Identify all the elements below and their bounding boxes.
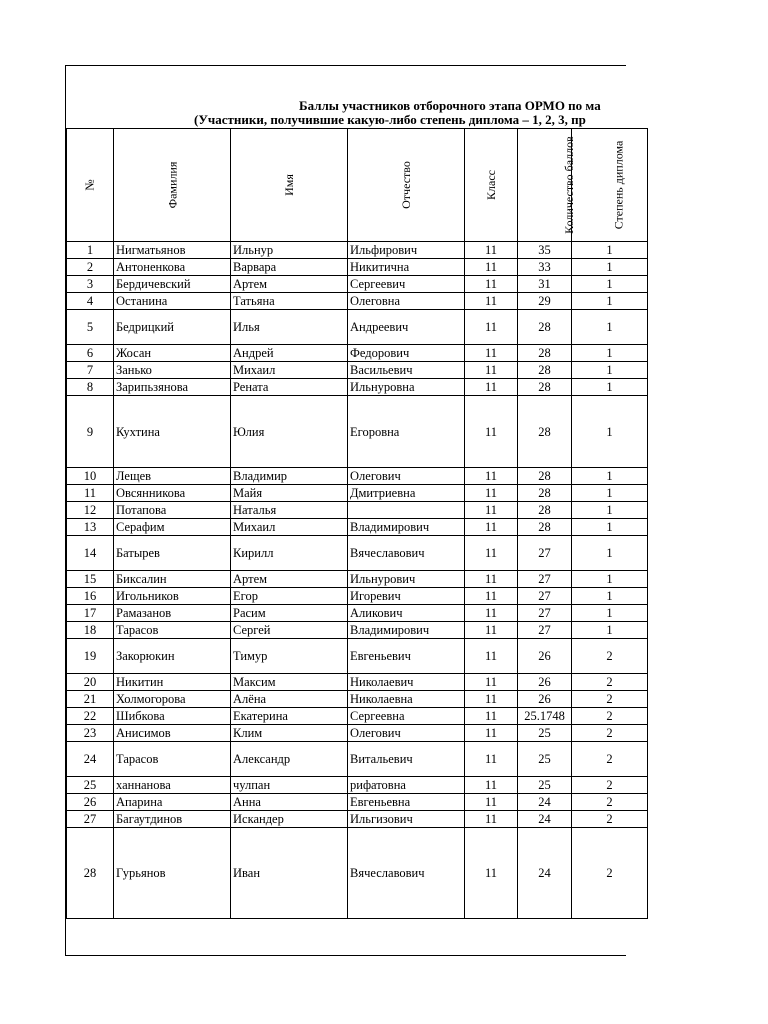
header-surname: Фамилия xyxy=(114,129,231,242)
cell-surname: Антоненкова xyxy=(114,259,231,276)
cell-score: 26 xyxy=(518,691,572,708)
cell-grade: 11 xyxy=(465,468,518,485)
cell-patronymic: Андреевич xyxy=(348,310,465,345)
cell-patronymic: Евгеньевич xyxy=(348,639,465,674)
cell-surname: Никитин xyxy=(114,674,231,691)
cell-number: 16 xyxy=(67,588,114,605)
spreadsheet-page xyxy=(65,65,626,956)
cell-diploma: 1 xyxy=(572,605,648,622)
cell-number: 7 xyxy=(67,362,114,379)
cell-number: 8 xyxy=(67,379,114,396)
cell-number: 26 xyxy=(67,794,114,811)
table-row xyxy=(67,674,648,691)
header-grade: Класс xyxy=(465,129,518,242)
table-row xyxy=(67,794,648,811)
cell-name: Татьяна xyxy=(231,293,348,310)
cell-diploma: 1 xyxy=(572,519,648,536)
cell-surname: Апарина xyxy=(114,794,231,811)
cell-grade: 11 xyxy=(465,485,518,502)
cell-number: 15 xyxy=(67,571,114,588)
cell-patronymic: Николаевна xyxy=(348,691,465,708)
cell-diploma: 2 xyxy=(572,828,648,919)
cell-grade: 11 xyxy=(465,502,518,519)
cell-diploma: 1 xyxy=(572,259,648,276)
cell-diploma: 1 xyxy=(572,276,648,293)
cell-score: 27 xyxy=(518,605,572,622)
cell-surname: Нигматьянов xyxy=(114,242,231,259)
cell-diploma: 1 xyxy=(572,362,648,379)
cell-diploma: 1 xyxy=(572,293,648,310)
cell-surname: Анисимов xyxy=(114,725,231,742)
results-table xyxy=(66,128,648,919)
cell-grade: 11 xyxy=(465,639,518,674)
cell-diploma: 1 xyxy=(572,345,648,362)
cell-patronymic: Егоровна xyxy=(348,396,465,468)
cell-surname: Кухтина xyxy=(114,396,231,468)
cell-surname: Багаутдинов xyxy=(114,811,231,828)
cell-score: 24 xyxy=(518,811,572,828)
cell-score: 24 xyxy=(518,794,572,811)
cell-number: 20 xyxy=(67,674,114,691)
cell-name: Сергей xyxy=(231,622,348,639)
cell-surname: Игольников xyxy=(114,588,231,605)
cell-grade: 11 xyxy=(465,794,518,811)
table-row xyxy=(67,742,648,777)
header-diploma: Степень диплома xyxy=(572,129,648,242)
cell-grade: 11 xyxy=(465,691,518,708)
cell-diploma: 1 xyxy=(572,588,648,605)
cell-number: 4 xyxy=(67,293,114,310)
cell-patronymic xyxy=(348,502,465,519)
cell-score: 25 xyxy=(518,725,572,742)
cell-number: 19 xyxy=(67,639,114,674)
cell-patronymic: Вячеславович xyxy=(348,536,465,571)
cell-name: чулпан xyxy=(231,777,348,794)
cell-grade: 11 xyxy=(465,742,518,777)
table-row xyxy=(67,691,648,708)
cell-number: 9 xyxy=(67,396,114,468)
cell-grade: 11 xyxy=(465,345,518,362)
cell-score: 31 xyxy=(518,276,572,293)
table-row xyxy=(67,276,648,293)
table-row xyxy=(67,379,648,396)
cell-patronymic: Владимирович xyxy=(348,519,465,536)
table-row xyxy=(67,519,648,536)
cell-name: Клим xyxy=(231,725,348,742)
cell-number: 5 xyxy=(67,310,114,345)
cell-name: Владимир xyxy=(231,468,348,485)
table-row xyxy=(67,293,648,310)
cell-diploma: 1 xyxy=(572,502,648,519)
cell-diploma: 2 xyxy=(572,708,648,725)
cell-name: Андрей xyxy=(231,345,348,362)
cell-score: 33 xyxy=(518,259,572,276)
table-row xyxy=(67,588,648,605)
cell-number: 28 xyxy=(67,828,114,919)
cell-score: 27 xyxy=(518,588,572,605)
cell-surname: Серафим xyxy=(114,519,231,536)
header-patronymic: Отчество xyxy=(348,129,465,242)
cell-grade: 11 xyxy=(465,396,518,468)
table-row xyxy=(67,468,648,485)
cell-score: 28 xyxy=(518,310,572,345)
cell-surname: Занько xyxy=(114,362,231,379)
cell-grade: 11 xyxy=(465,571,518,588)
cell-grade: 11 xyxy=(465,362,518,379)
cell-score: 27 xyxy=(518,622,572,639)
cell-grade: 11 xyxy=(465,276,518,293)
cell-surname: Овсянникова xyxy=(114,485,231,502)
cell-grade: 11 xyxy=(465,310,518,345)
cell-patronymic: Ильфирович xyxy=(348,242,465,259)
cell-grade: 11 xyxy=(465,725,518,742)
cell-patronymic: Владимирович xyxy=(348,622,465,639)
cell-surname: Останина xyxy=(114,293,231,310)
cell-name: Максим xyxy=(231,674,348,691)
cell-number: 1 xyxy=(67,242,114,259)
cell-name: Егор xyxy=(231,588,348,605)
table-row xyxy=(67,571,648,588)
table-row xyxy=(67,310,648,345)
cell-score: 28 xyxy=(518,468,572,485)
cell-grade: 11 xyxy=(465,828,518,919)
cell-surname: Лещев xyxy=(114,468,231,485)
cell-diploma: 2 xyxy=(572,794,648,811)
cell-number: 18 xyxy=(67,622,114,639)
cell-patronymic: Олегович xyxy=(348,468,465,485)
cell-surname: Бердичевский xyxy=(114,276,231,293)
cell-diploma: 2 xyxy=(572,674,648,691)
cell-surname: Зарипьзянова xyxy=(114,379,231,396)
cell-grade: 11 xyxy=(465,708,518,725)
cell-score: 26 xyxy=(518,674,572,691)
cell-score: 25 xyxy=(518,777,572,794)
cell-surname: Шибкова xyxy=(114,708,231,725)
cell-name: Илья xyxy=(231,310,348,345)
cell-diploma: 1 xyxy=(572,571,648,588)
cell-number: 14 xyxy=(67,536,114,571)
cell-grade: 11 xyxy=(465,519,518,536)
cell-patronymic: Сергеевна xyxy=(348,708,465,725)
cell-number: 12 xyxy=(67,502,114,519)
cell-grade: 11 xyxy=(465,293,518,310)
cell-surname: ханнанова xyxy=(114,777,231,794)
cell-patronymic: Дмитриевна xyxy=(348,485,465,502)
cell-name: Искандер xyxy=(231,811,348,828)
cell-surname: Потапова xyxy=(114,502,231,519)
cell-patronymic: Никитична xyxy=(348,259,465,276)
table-row xyxy=(67,259,648,276)
cell-name: Михаил xyxy=(231,519,348,536)
table-row xyxy=(67,639,648,674)
header-row xyxy=(67,129,648,242)
cell-diploma: 1 xyxy=(572,536,648,571)
cell-name: Артем xyxy=(231,571,348,588)
cell-score: 24 xyxy=(518,828,572,919)
header-number: № xyxy=(67,129,114,242)
cell-surname: Тарасов xyxy=(114,622,231,639)
cell-diploma: 1 xyxy=(572,396,648,468)
cell-diploma: 2 xyxy=(572,742,648,777)
cell-diploma: 2 xyxy=(572,639,648,674)
cell-diploma: 1 xyxy=(572,310,648,345)
cell-number: 23 xyxy=(67,725,114,742)
table-row xyxy=(67,242,648,259)
cell-name: Ильнур xyxy=(231,242,348,259)
table-row xyxy=(67,345,648,362)
cell-score: 27 xyxy=(518,536,572,571)
cell-patronymic: Олеговна xyxy=(348,293,465,310)
cell-number: 21 xyxy=(67,691,114,708)
table-row xyxy=(67,485,648,502)
cell-name: Артем xyxy=(231,276,348,293)
cell-name: Наталья xyxy=(231,502,348,519)
cell-diploma: 2 xyxy=(572,811,648,828)
cell-surname: Батырев xyxy=(114,536,231,571)
cell-patronymic: рифатовна xyxy=(348,777,465,794)
cell-diploma: 1 xyxy=(572,242,648,259)
cell-surname: Бедрицкий xyxy=(114,310,231,345)
cell-number: 22 xyxy=(67,708,114,725)
cell-name: Тимур xyxy=(231,639,348,674)
cell-name: Варвара xyxy=(231,259,348,276)
cell-patronymic: Федорович xyxy=(348,345,465,362)
cell-name: Юлия xyxy=(231,396,348,468)
cell-name: Екатерина xyxy=(231,708,348,725)
cell-score: 27 xyxy=(518,571,572,588)
cell-number: 2 xyxy=(67,259,114,276)
cell-grade: 11 xyxy=(465,588,518,605)
table-body xyxy=(67,242,648,919)
table-row xyxy=(67,708,648,725)
cell-score: 28 xyxy=(518,502,572,519)
cell-score: 29 xyxy=(518,293,572,310)
cell-name: Михаил xyxy=(231,362,348,379)
table-row xyxy=(67,362,648,379)
title-block xyxy=(66,66,626,128)
cell-surname: Закорюкин xyxy=(114,639,231,674)
cell-patronymic: Аликович xyxy=(348,605,465,622)
cell-grade: 11 xyxy=(465,622,518,639)
cell-surname: Рамазанов xyxy=(114,605,231,622)
cell-number: 24 xyxy=(67,742,114,777)
cell-grade: 11 xyxy=(465,777,518,794)
cell-diploma: 1 xyxy=(572,622,648,639)
cell-score: 25.1748 xyxy=(518,708,572,725)
cell-diploma: 2 xyxy=(572,691,648,708)
cell-surname: Биксалин xyxy=(114,571,231,588)
cell-name: Александр xyxy=(231,742,348,777)
cell-score: 25 xyxy=(518,742,572,777)
cell-number: 13 xyxy=(67,519,114,536)
cell-grade: 11 xyxy=(465,605,518,622)
cell-patronymic: Игоревич xyxy=(348,588,465,605)
cell-patronymic: Васильевич xyxy=(348,362,465,379)
cell-surname: Гурьянов xyxy=(114,828,231,919)
cell-grade: 11 xyxy=(465,242,518,259)
cell-diploma: 1 xyxy=(572,485,648,502)
cell-name: Расим xyxy=(231,605,348,622)
cell-number: 27 xyxy=(67,811,114,828)
cell-number: 11 xyxy=(67,485,114,502)
cell-score: 35 xyxy=(518,242,572,259)
cell-name: Иван xyxy=(231,828,348,919)
cell-patronymic: Олегович xyxy=(348,725,465,742)
cell-score: 26 xyxy=(518,639,572,674)
table-row xyxy=(67,811,648,828)
cell-score: 28 xyxy=(518,485,572,502)
cell-patronymic: Ильгизович xyxy=(348,811,465,828)
cell-score: 28 xyxy=(518,345,572,362)
cell-diploma: 1 xyxy=(572,379,648,396)
cell-patronymic: Евгеньевна xyxy=(348,794,465,811)
header-score: Количество баллов xyxy=(518,129,572,242)
cell-surname: Тарасов xyxy=(114,742,231,777)
table-row xyxy=(67,777,648,794)
table-row xyxy=(67,502,648,519)
cell-number: 10 xyxy=(67,468,114,485)
cell-patronymic: Ильнуровна xyxy=(348,379,465,396)
cell-name: Рената xyxy=(231,379,348,396)
cell-grade: 11 xyxy=(465,811,518,828)
cell-score: 28 xyxy=(518,519,572,536)
cell-patronymic: Витальевич xyxy=(348,742,465,777)
table-row xyxy=(67,622,648,639)
cell-grade: 11 xyxy=(465,379,518,396)
cell-name: Кирилл xyxy=(231,536,348,571)
cell-name: Майя xyxy=(231,485,348,502)
cell-name: Анна xyxy=(231,794,348,811)
cell-patronymic: Ильнурович xyxy=(348,571,465,588)
cell-patronymic: Сергеевич xyxy=(348,276,465,293)
title-line-1: Баллы участников отборочного этапа ОРМО по ма xyxy=(299,98,601,113)
table-row xyxy=(67,605,648,622)
cell-score: 28 xyxy=(518,396,572,468)
cell-surname: Холмогорова xyxy=(114,691,231,708)
header-name: Имя xyxy=(231,129,348,242)
table-row xyxy=(67,396,648,468)
cell-number: 3 xyxy=(67,276,114,293)
cell-score: 28 xyxy=(518,379,572,396)
cell-diploma: 2 xyxy=(572,777,648,794)
cell-patronymic: Николаевич xyxy=(348,674,465,691)
cell-number: 6 xyxy=(67,345,114,362)
cell-grade: 11 xyxy=(465,536,518,571)
table-row xyxy=(67,536,648,571)
cell-grade: 11 xyxy=(465,674,518,691)
cell-number: 25 xyxy=(67,777,114,794)
cell-surname: Жосан xyxy=(114,345,231,362)
cell-diploma: 2 xyxy=(572,725,648,742)
cell-patronymic: Вячеславович xyxy=(348,828,465,919)
table-row xyxy=(67,828,648,919)
cell-number: 17 xyxy=(67,605,114,622)
title-line-2: (Участники, получившие какую-либо степень диплома – 1, 2, 3, пр xyxy=(194,112,586,127)
table-row xyxy=(67,725,648,742)
cell-diploma: 1 xyxy=(572,468,648,485)
cell-score: 28 xyxy=(518,362,572,379)
cell-name: Алёна xyxy=(231,691,348,708)
cell-grade: 11 xyxy=(465,259,518,276)
